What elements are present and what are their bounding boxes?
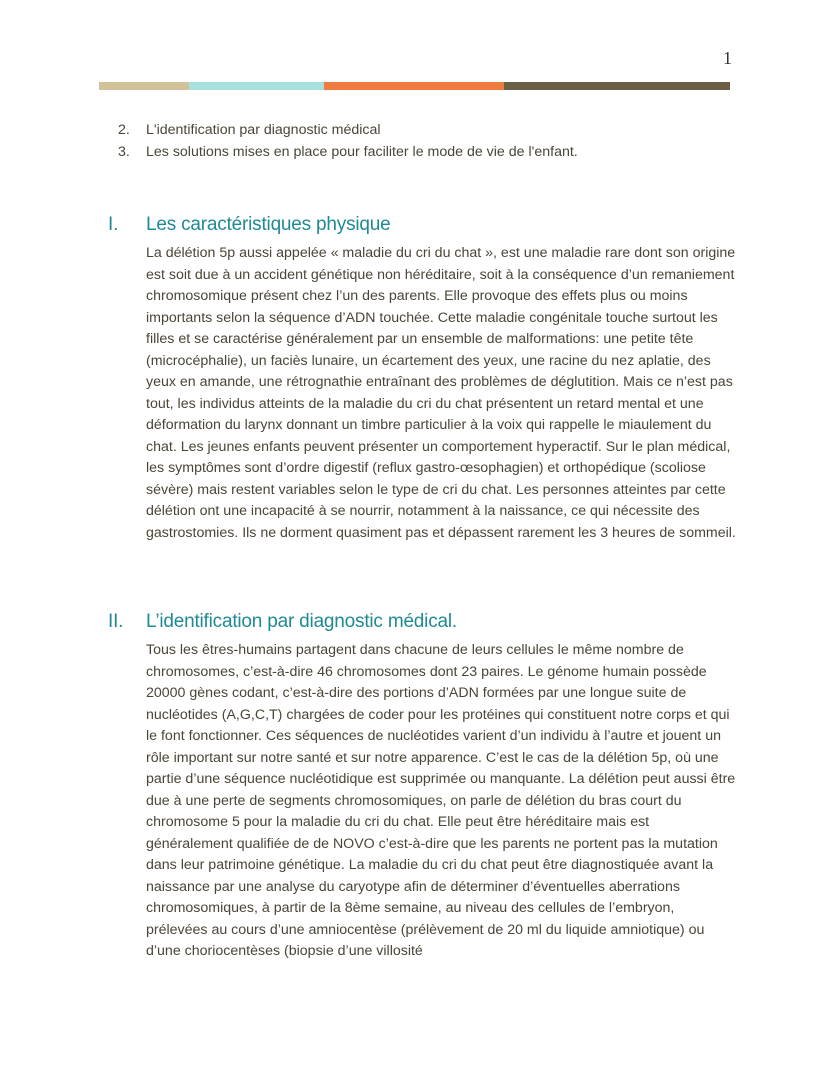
page-number: 1: [723, 48, 732, 68]
outline-list: [118, 119, 738, 163]
section-paragraph: La délétion 5p aussi appelée « maladie du cri du chat », est une maladie rare dont son origine est soit due à un accident génétique non héréditaire, soit à la conséquence d’un remaniement chromosomique présent chez l’un des parents. Elle provoque des effets plus ou moins importants selon la séquence d’ADN touchée. Cette maladie congénitale touche surtout les filles et se caractérise généralement par un ensemble de malformations: une petite tête (microcéphalie), un faciès lunaire, un écartement des yeux, une racine du nez aplatie, des yeux en amande, une rétrognathie entraînant des problèmes de déglutition. Mais ce n’est pas tout, les individus atteints de la maladie du cri du chat présentent un retard mental et une déformation du larynx donnant un timbre particulier à la voix qui rappelle le miaulement du chat. Les jeunes enfants peuvent présenter un comportement hyperactif. Sur le plan médical, les symptômes sont d’ordre digestif (reflux gastro-œsophagien) et orthopédique (scoliose sévère) mais restent variables selon le type de cri du chat. Les personnes atteintes par cette délétion ont une incapacité à se nourrir, notamment à la naissance, ce qui nécessite des gastrostomies. Ils ne dorment quasiment pas et dépassent rarement les 3 heures de sommeil.: [146, 245, 736, 541]
outline-item-number: 3.: [118, 144, 130, 160]
section-title: L’identification par diagnostic médical.: [146, 611, 457, 632]
section-diagnosis: [108, 611, 738, 963]
outline-item: [118, 141, 738, 163]
color-band-segment-3: [324, 82, 504, 90]
color-band-segment-1: [99, 82, 189, 90]
section-heading: [108, 214, 738, 236]
outline-item: [118, 119, 738, 141]
section-heading: [108, 611, 738, 633]
color-band-segment-4: [504, 82, 730, 90]
section-title: Les caractéristiques physique: [146, 214, 391, 235]
section-paragraph: Tous les êtres-humains partagent dans chacune de leurs cellules le même nombre de chromosomes, c’est-à-dire 46 chromosomes dont 23 paires. Le génome humain possède 20000 gènes codant, c’est-à-dire des portions d’ADN formées par une longue suite de nucléotides (A,G,C,T) chargées de coder pour les protéines qui constituent notre corps et qui le font fonctionner. Ces séquences de nucléotides varient d’un individu à l’autre et jouent un rôle important sur notre santé et sur notre apparence. C’est le cas de la délétion 5p, où une partie d’une séquence nucléotidique est supprimée ou manquante. La délétion peut aussi être due à une perte de segments chromosomiques, on parle de délétion du bras court du chromosome 5 pour la maladie du cri du chat. Elle peut être héréditaire mais est généralement qualifiée de de NOVO c’est-à-dire que les parents ne portent pas la mutation dans leur patrimoine génétique. La maladie du cri du chat peut être diagnostiquée avant la naissance par une analyse du caryotype afin de déterminer d’éventuelles aberrations chromosomiques, à partir de la 8ème semaine, au niveau des cellules de l’embryon, prélevées au cours d’une amniocentèse (prélèvement de 20 ml du liquide amniotique) ou d’une choriocentèses (biopsie d’une villosité: [146, 642, 736, 959]
section-numeral: II.: [108, 611, 124, 632]
outline-item-number: 2.: [118, 122, 130, 138]
color-band-segment-2: [189, 82, 324, 90]
outline-item-text: Les solutions mises en place pour faciliter le mode de vie de l'enfant.: [146, 144, 578, 160]
section-numeral: I.: [108, 214, 119, 235]
outline-item-text: L'identification par diagnostic médical: [146, 122, 381, 138]
decorative-color-band: [99, 82, 730, 90]
section-characteristics: [108, 214, 738, 544]
